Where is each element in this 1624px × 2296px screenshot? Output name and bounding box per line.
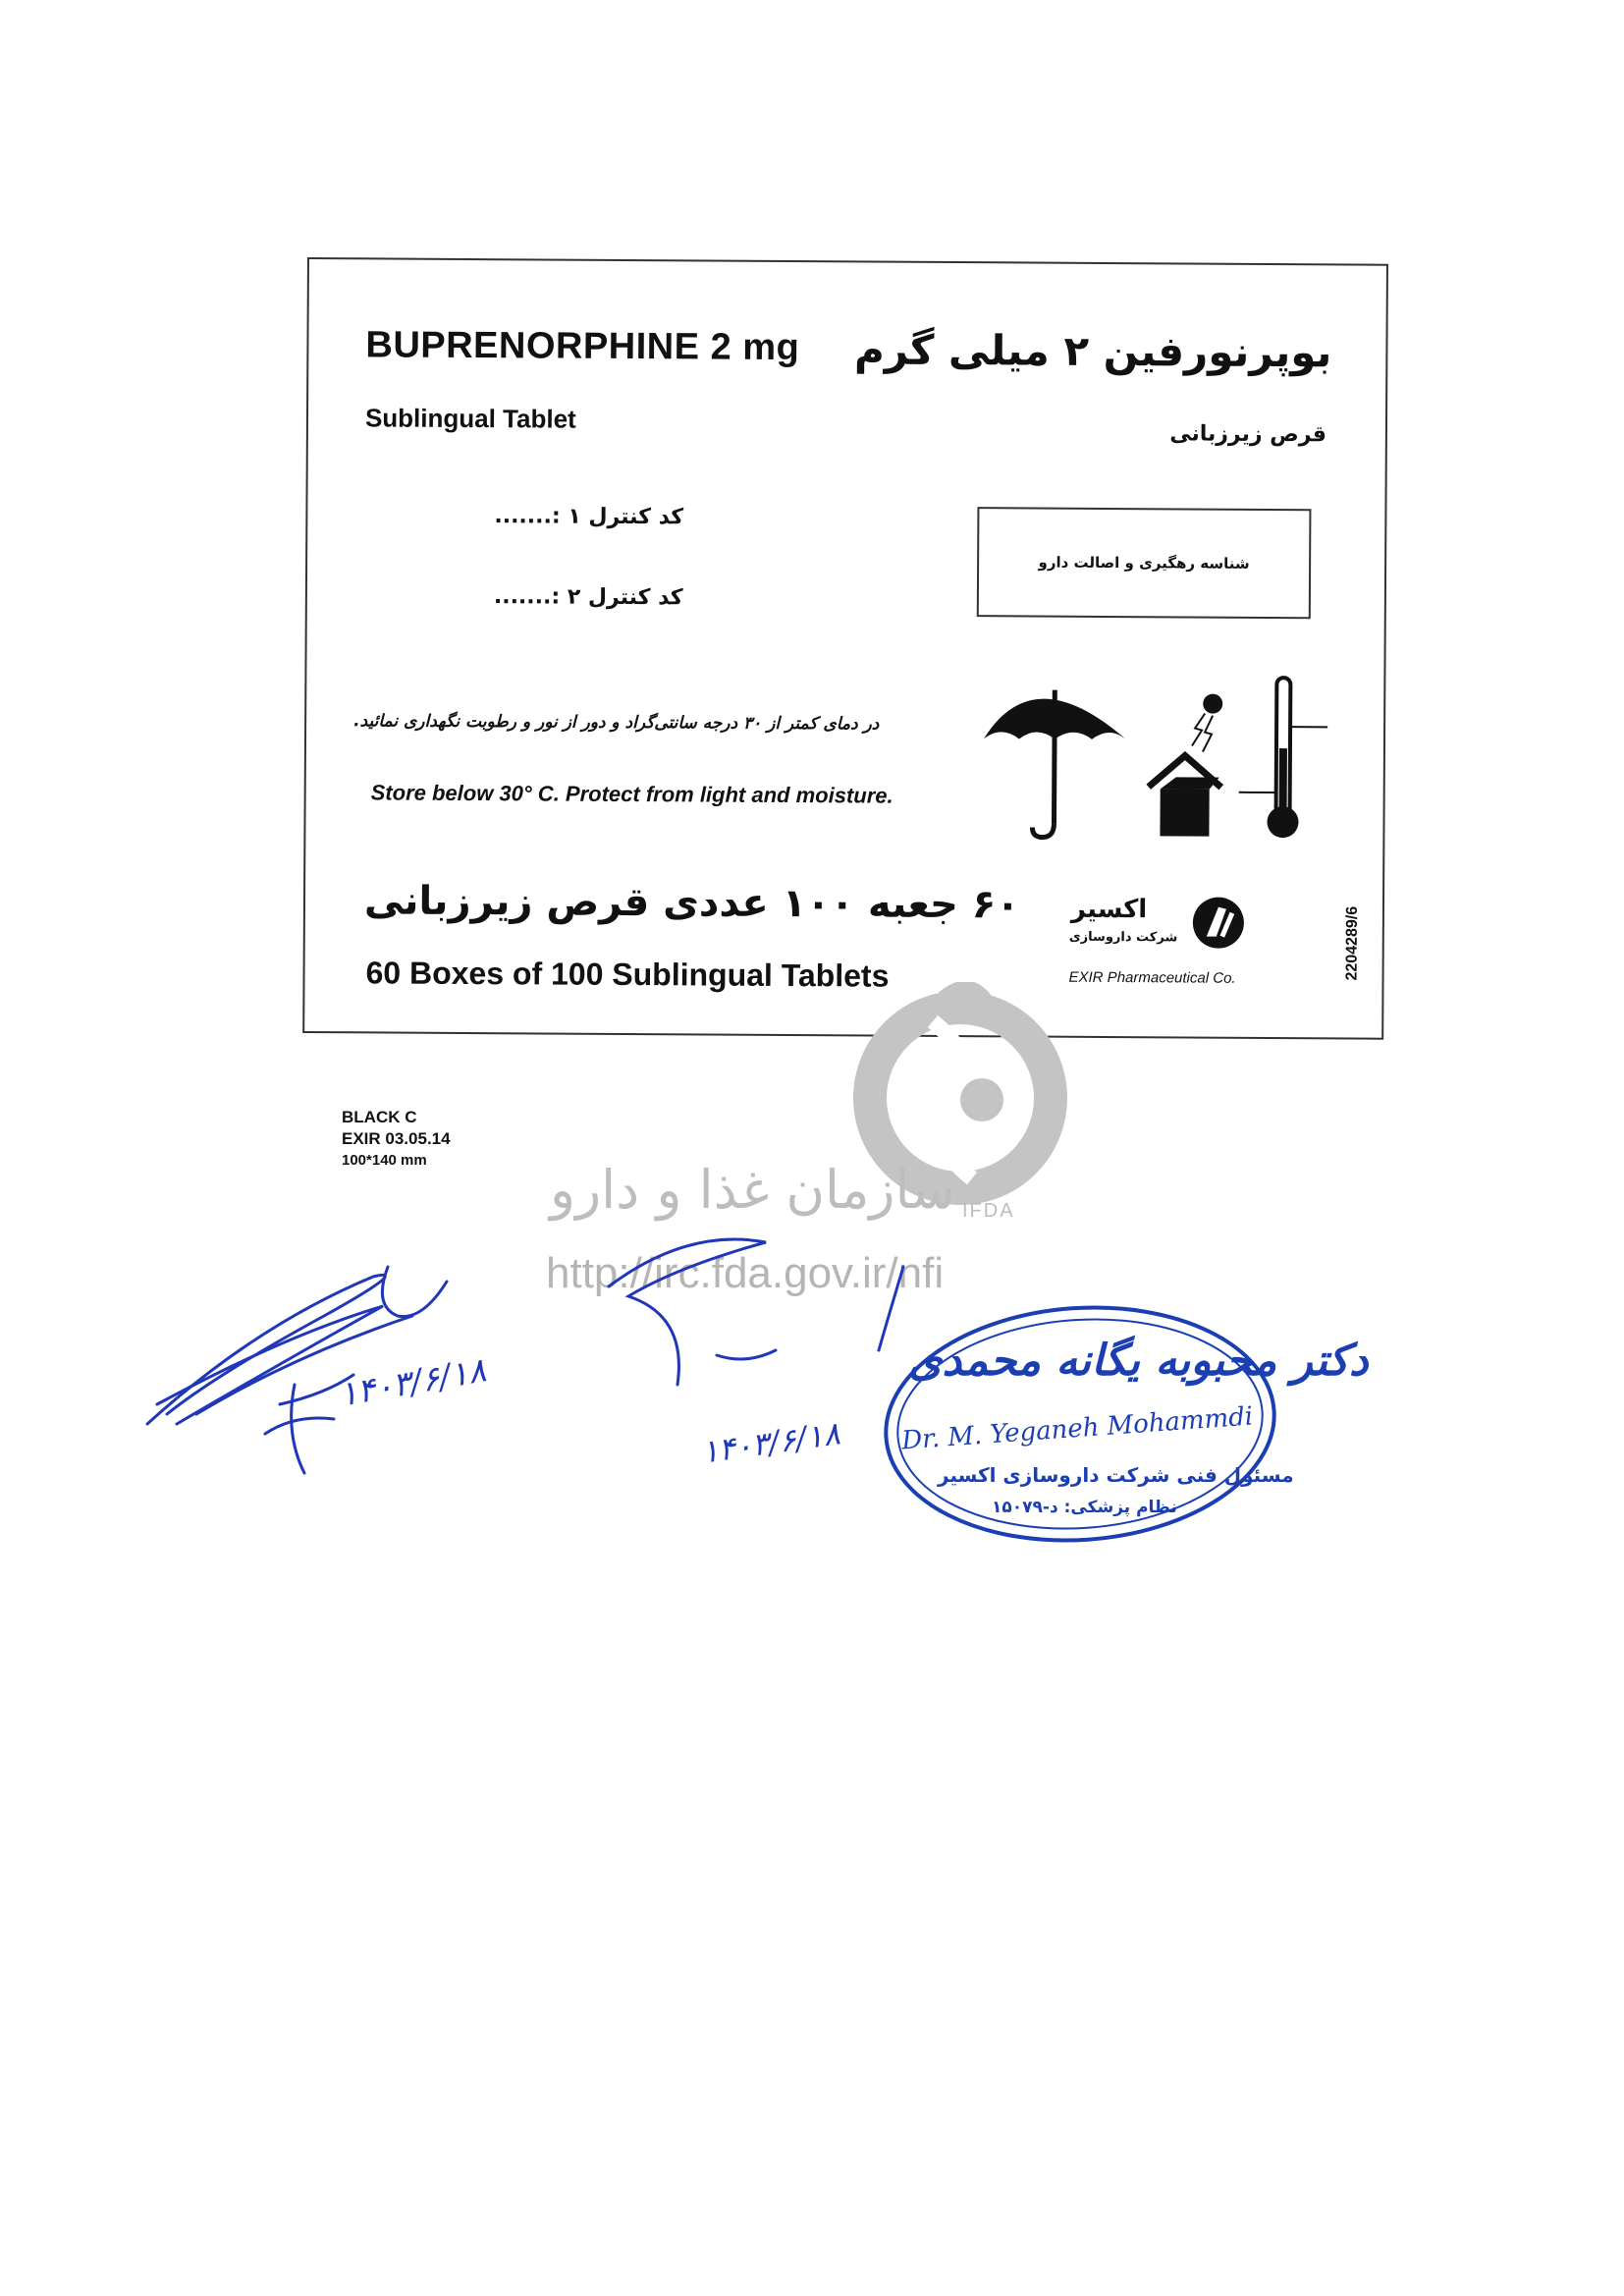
handwritten-date-2: ۱۴۰۳/۶/۱۸ <box>699 1414 842 1471</box>
watermark-url: http://irc.fda.gov.ir/nfi <box>546 1249 945 1297</box>
watermark-abbr: IFDA <box>962 1200 1015 1222</box>
control-code-2: کد کنترل ۲ :....... <box>493 584 683 611</box>
stamp-name-fa: دکتر محبوبه یگانه محمدی <box>908 1336 1369 1386</box>
thermometer-icon <box>1238 678 1327 839</box>
print-size: 100*140 mm <box>342 1152 427 1169</box>
sun-rays-icon <box>1192 694 1222 752</box>
stamp-name-en: Dr. M. Yeganeh Mohammdi <box>900 1401 1255 1456</box>
product-title-en: BUPRENORPHINE 2 mg <box>365 324 800 369</box>
dosage-form-fa: قرص زیرزبانی <box>1169 421 1326 448</box>
label-artwork <box>302 257 1388 1040</box>
stamp-role-fa: مسئول فنی شرکت داروسازی اکسیر <box>938 1463 1294 1487</box>
product-title-fa: بوپرنورفین ۲ میلی گرم <box>853 325 1332 377</box>
storage-icons <box>983 668 1377 847</box>
house-box-icon <box>1148 755 1220 836</box>
control-code-1: کد کنترل ۱ :....... <box>494 504 684 530</box>
handwritten-date-1: ۱۴۰۳/۶/۱۸ <box>336 1350 490 1415</box>
company-name-en: EXIR Pharmaceutical Co. <box>1068 968 1236 987</box>
company-logo-sub-fa: شرکت داروسازی <box>1068 929 1178 946</box>
watermark-org-fa: سازمان غذا و دارو <box>550 1159 956 1221</box>
storage-instructions-en: Store below 30° C. Protect from light and moisture. <box>370 780 893 808</box>
package-size-en: 60 Boxes of 100 Sublingual Tablets <box>365 955 890 994</box>
umbrella-icon <box>983 689 1126 838</box>
stamp-registration-fa: نظام پزشکی: د-۱۵۰۷۹ <box>992 1498 1177 1517</box>
tracking-code-label: شناسه رهگیری و اصالت دارو <box>1038 553 1250 573</box>
company-logo-fa: اکسیر <box>1070 894 1148 925</box>
storage-instructions-fa: در دمای کمتر از ۳۰ درجه سانتی‌گراد و دور از نور و رطوبت نگهداری نمائید. <box>353 711 880 735</box>
package-size-fa: ۶۰ جعبه ۱۰۰ عددی قرص زیرزبانی <box>363 878 1020 928</box>
dosage-form-en: Sublingual Tablet <box>364 403 576 434</box>
exir-logo-icon <box>1189 893 1277 962</box>
tracking-code-box <box>977 507 1312 619</box>
print-color: BLACK C <box>342 1108 417 1126</box>
print-ref: EXIR 03.05.14 <box>342 1129 451 1148</box>
artwork-code: 2204289/6 <box>1343 905 1361 981</box>
